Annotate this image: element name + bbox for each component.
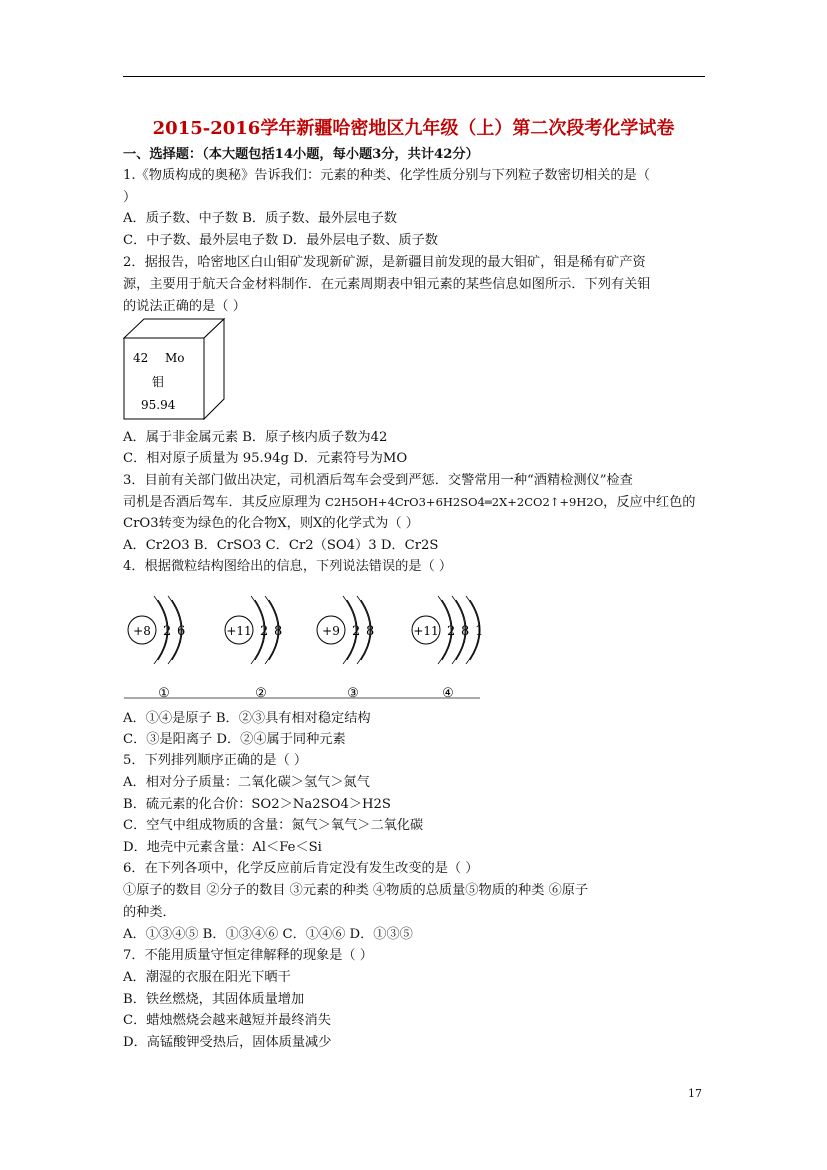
particle-diagram	[128, 596, 185, 701]
page-title: 2015-2016学年新疆哈密地区九年级（上）第二次段考化学试卷	[152, 118, 675, 139]
q3-stem-2-end: ，反应中红色的	[603, 495, 696, 510]
element-number: 42	[133, 351, 149, 365]
shell-electron-count: 2	[447, 624, 456, 639]
page-number: 17	[688, 1087, 702, 1100]
shell-electron-count: 2	[163, 624, 172, 639]
shell-electron-count: 8	[274, 624, 283, 639]
particle-diagram	[412, 596, 483, 701]
nucleus-charge: +11	[226, 624, 252, 638]
q7-option-d: D．高锰酸钾受热后，固体质量减少	[123, 1035, 332, 1050]
q4-options-cd: C．③是阳离子 D．②④属于同种元素	[123, 732, 346, 747]
q2-stem-3: 的说法正确的是（ ）	[123, 299, 246, 314]
nucleus-charge: +8	[133, 624, 151, 638]
diagram-label: ①	[158, 686, 170, 701]
element-name: 钼	[152, 375, 165, 389]
shell-electron-count: 2	[352, 624, 361, 639]
q7-stem: 7．不能用质量守恒定律解释的现象是（ ）	[123, 948, 373, 963]
q6-stem: 6．在下列各项中，化学反应前后肯定没有发生改变的是（ ）	[123, 861, 479, 876]
reaction-equation: C2H5OH+4CrO3+6H2SO4═2X+2CO2↑+9H2O	[325, 495, 604, 509]
shell-electron-count: 2	[260, 624, 269, 639]
q3-stem-1: 3．目前有关部门做出决定，司机酒后驾车会受到严惩．交警常用一种“酒精检测仪”检查	[123, 473, 633, 488]
q7-option-c: C．蜡烛燃烧会越来越短并最终消失	[123, 1013, 331, 1028]
particle-diagram	[317, 596, 374, 701]
nucleus-charge: +9	[322, 624, 340, 638]
shell-electron-count: 8	[461, 624, 470, 639]
shell-electron-count: 1	[475, 624, 484, 639]
diagram-label: ③	[347, 686, 359, 701]
particle-diagram	[225, 596, 282, 701]
diagram-label: ②	[255, 686, 267, 701]
q4-stem: 4．根据微粒结构图给出的信息，下列说法错误的是（ ）	[123, 559, 453, 574]
q1-stem-end: ）	[123, 190, 137, 205]
q2-stem-1: 2．据报告，哈密地区白山钼矿发现新矿源，是新疆目前发现的最大钼矿，钼是稀有矿产资	[123, 255, 646, 270]
q1-stem: 1.《物质构成的奥秘》告诉我们：元素的种类、化学性质分别与下列粒子数密切相关的是（	[123, 168, 650, 183]
q6-options: A．①③④⑤ B．①③④⑥ C．①④⑥ D．①③⑤	[123, 927, 413, 942]
q2-stem-2: 源，主要用于航天合金材料制作．在元素周期表中钼元素的某些信息如图所示．下列有关钼	[123, 277, 651, 292]
q5-option-c: C．空气中组成物质的含量：氮气＞氧气＞二氧化碳	[123, 818, 424, 833]
q5-option-a: A．相对分子质量：二氧化碳＞氢气＞氮气	[123, 775, 370, 790]
element-mass: 95.94	[141, 398, 176, 412]
element-card	[123, 318, 229, 422]
q6-items-end: 的种类．	[123, 905, 176, 920]
header-rule	[123, 76, 705, 77]
q2-options-ab: A．属于非金属元素 B．原子核内质子数为42	[123, 430, 388, 445]
element-symbol: Mo	[165, 351, 185, 365]
q1-options-ab: A．质子数、中子数 B．质子数、最外层电子数	[123, 211, 397, 226]
q5-option-b: B．硫元素的化合价：SO2＞Na2SO4＞H2S	[123, 797, 391, 812]
shell-electron-count: 6	[177, 624, 186, 639]
q3-options: A．Cr2O3 B．CrSO3 C．Cr2（SO4）3 D．Cr2S	[123, 538, 439, 553]
q4-options-ab: A．①④是原子 B．②③具有相对稳定结构	[123, 711, 371, 726]
q1-options-cd: C．中子数、最外层电子数 D．最外层电子数、质子数	[123, 233, 438, 248]
diagram-label: ④	[442, 686, 454, 701]
q5-option-d: D．地壳中元素含量：Al＜Fe＜Si	[123, 840, 322, 855]
q2-options-cd: C．相对原子质量为 95.94g D．元素符号为MO	[123, 451, 408, 466]
q7-option-b: B．铁丝燃烧，其固体质量增加	[123, 992, 305, 1007]
q3-stem-2: 司机是否酒后驾车．其反应原理为 C2H5OH+4CrO3+6H2SO4═2X+2CO2↑+9H2O，反应中红色的	[123, 495, 696, 510]
section-heading: 一、选择题：（本大题包括14小题，每小题3分，共计42分）	[123, 147, 479, 162]
nucleus-charge: +11	[413, 624, 439, 638]
shell-electron-count: 8	[366, 624, 375, 639]
q7-option-a: A．潮湿的衣服在阳光下晒干	[123, 970, 291, 985]
q3-stem-3: CrO3转变为绿色的化合物X，则X的化学式为（ ）	[123, 516, 419, 531]
q6-items: ①原子的数目 ②分子的数目 ③元素的种类 ④物质的总质量⑤物质的种类 ⑥原子	[123, 883, 589, 898]
q5-stem: 5．下列排列顺序正确的是（ ）	[123, 753, 308, 768]
particle-structure-diagram	[120, 580, 485, 705]
